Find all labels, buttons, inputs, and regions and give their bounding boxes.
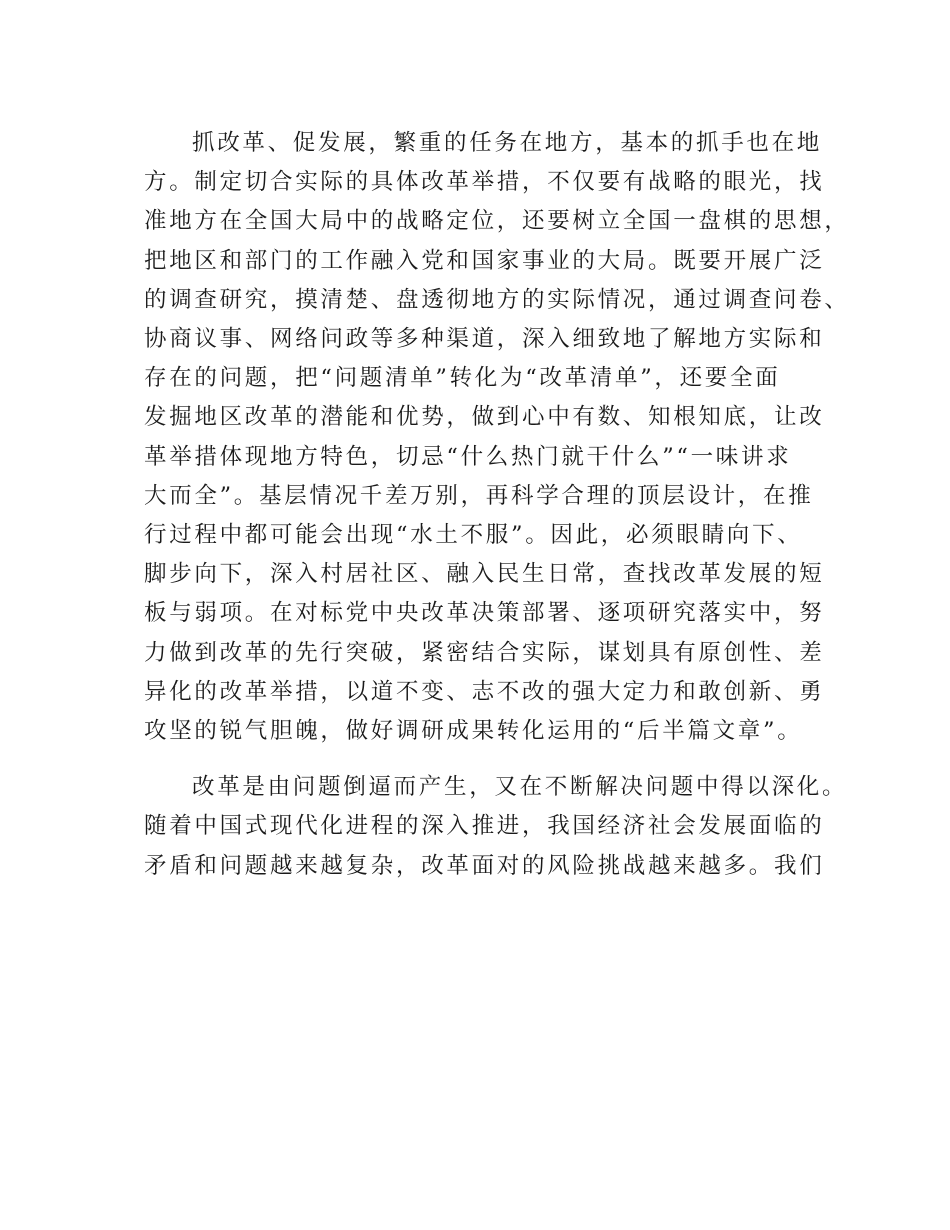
text-line: 革举措体现地方特色，切忌“什么热门就干什么”“一味讲求 xyxy=(144,443,792,470)
text-line: 板与弱项。在对标党中央改革决策部署、逐项研究落实中，努 xyxy=(144,600,825,627)
text-line: 改革是由问题倒逼而产生，又在不断解决问题中得以深化。 xyxy=(192,774,848,801)
text-line: 随着中国式现代化进程的深入推进，我国经济社会发展面临的 xyxy=(144,813,825,840)
text-line: 力做到改革的先行突破，紧密结合实际，谋划具有原创性、差 xyxy=(144,639,825,666)
document-body xyxy=(144,124,850,886)
text-line: 准地方在全国大局中的战略定位，还要树立全国一盘棋的思想， xyxy=(144,208,850,235)
paragraph-1 xyxy=(144,124,850,751)
text-line: 抓改革、促发展，繁重的任务在地方，基本的抓手也在地 xyxy=(192,130,823,156)
text-line: 存在的问题，把“问题清单”转化为“改革清单”，还要全面 xyxy=(144,365,781,392)
text-line: 攻坚的锐气胆魄，做好调研成果转化运用的“后半篇文章”。 xyxy=(144,718,803,745)
text-line: 的调查研究，摸清楚、盘透彻地方的实际情况，通过调查问卷、 xyxy=(144,286,850,313)
text-line: 把地区和部门的工作融入党和国家事业的大局。既要开展广泛 xyxy=(144,247,825,274)
text-line: 脚步向下，深入村居社区、融入民生日常，查找改革发展的短 xyxy=(144,561,825,588)
text-line: 大而全”。基层情况千差万别，再科学合理的顶层设计，在推 xyxy=(144,482,814,509)
text-line: 矛盾和问题越来越复杂，改革面对的风险挑战越来越多。我们 xyxy=(144,852,825,879)
text-line: 异化的改革举措，以道不变、志不改的强大定力和敢创新、勇 xyxy=(144,678,825,705)
text-line: 协商议事、网络问政等多种渠道，深入细致地了解地方实际和 xyxy=(144,326,825,353)
text-line: 方。制定切合实际的具体改革举措，不仅要有战略的眼光，找 xyxy=(144,169,825,196)
text-line: 行过程中都可能会出现“水土不服”。因此，必须眼睛向下、 xyxy=(144,522,803,549)
paragraph-2 xyxy=(144,768,848,886)
text-line: 发掘地区改革的潜能和优势，做到心中有数、知根知底，让改 xyxy=(144,404,825,431)
paragraph-spacer xyxy=(144,751,824,768)
